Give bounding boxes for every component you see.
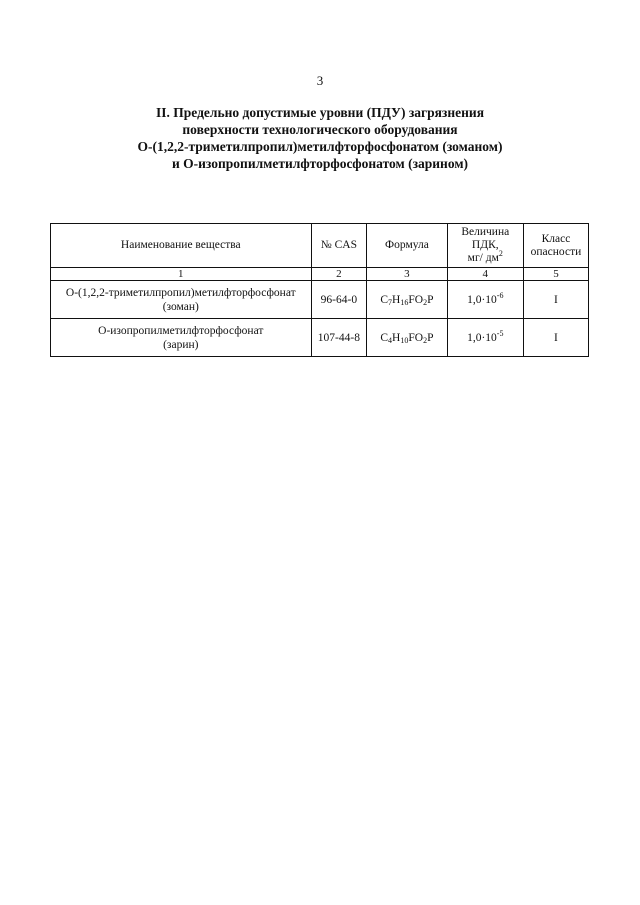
heading-line-1: II. Предельно допустимые уровни (ПДУ) загрязнения bbox=[155, 105, 484, 120]
column-number: 4 bbox=[447, 268, 523, 281]
substance-name-cell bbox=[51, 319, 312, 357]
hazard-class: I bbox=[523, 319, 588, 357]
header-hazard-class bbox=[523, 224, 588, 268]
column-number: 5 bbox=[523, 268, 588, 281]
pdk-value: $1,0\cdot 10^{-6}$ bbox=[447, 281, 523, 319]
heading-line-2: поверхности технологического оборудования bbox=[182, 122, 458, 137]
header-class-line2: опасности bbox=[530, 245, 582, 258]
substance-name-cell bbox=[51, 281, 312, 319]
page-number: 3 bbox=[316, 73, 324, 88]
column-number: 3 bbox=[367, 268, 447, 281]
substance-common-name: (зоман) bbox=[162, 300, 199, 313]
header-pdk-unit-exp: 2 bbox=[498, 249, 503, 258]
cas-number: 107-44-8 bbox=[311, 319, 367, 357]
table-row bbox=[51, 319, 589, 357]
pdu-table bbox=[50, 223, 589, 357]
column-number-row bbox=[51, 268, 589, 281]
table-header-row bbox=[51, 224, 589, 268]
column-number: 2 bbox=[311, 268, 367, 281]
header-pdk-line2: ПДК, bbox=[471, 239, 499, 251]
chemical-formula: $C_7H_{16}FO_2P$ bbox=[367, 281, 447, 319]
heading-line-4: и О-изопропилметилфторфосфонатом (зарином) bbox=[171, 156, 469, 171]
header-substance-name: Наименование вещества bbox=[51, 224, 312, 268]
table-row bbox=[51, 281, 589, 319]
pdk-value: $1,0\cdot 10^{-5}$ bbox=[447, 319, 523, 357]
substance-name: О-изопропилметилфторфосфонат bbox=[98, 324, 264, 337]
section-heading bbox=[60, 104, 580, 172]
header-cas: № CAS bbox=[311, 224, 367, 268]
substance-common-name: (зарин) bbox=[163, 338, 199, 351]
chemical-formula: $C_4H_{10}FO_2P$ bbox=[367, 319, 447, 357]
header-formula: Формула bbox=[367, 224, 447, 268]
heading-line-3: О-(1,2,2-триметилпропил)метилфторфосфонатом (зоманом) bbox=[137, 139, 503, 154]
hazard-class: I bbox=[523, 281, 588, 319]
header-pdk-line1: Величина bbox=[461, 226, 510, 238]
header-pdk bbox=[447, 224, 523, 268]
substance-name: О-(1,2,2-триметилпропил)метилфторфосфонат bbox=[65, 286, 296, 299]
column-number: 1 bbox=[51, 268, 312, 281]
header-class-line1: Класс bbox=[541, 232, 571, 245]
cas-number: 96-64-0 bbox=[311, 281, 367, 319]
header-pdk-unit: мг/ дм bbox=[467, 252, 499, 264]
